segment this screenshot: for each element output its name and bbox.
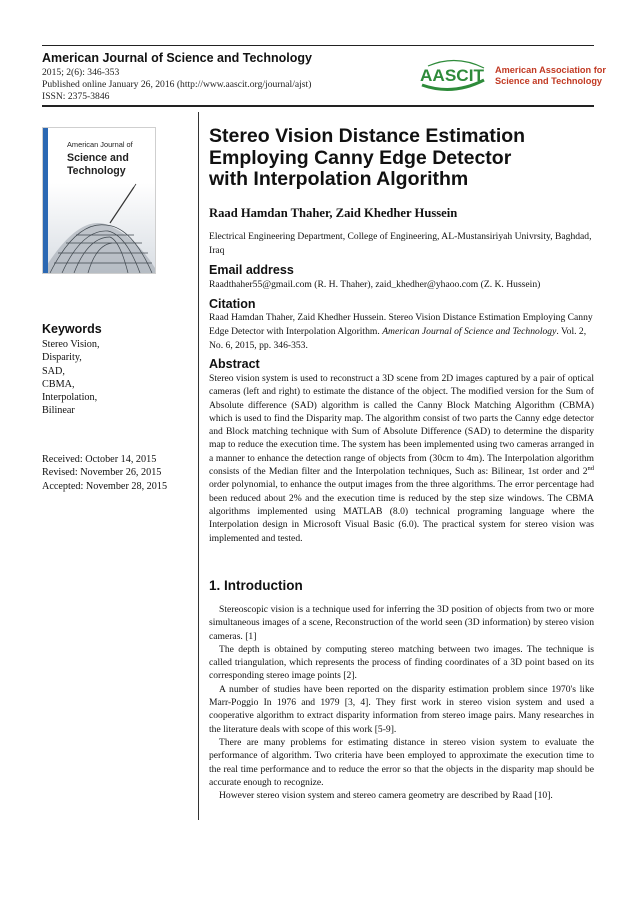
citation-heading: Citation [209, 297, 256, 311]
keyword-item: SAD, [42, 365, 65, 377]
keywords-list [42, 338, 100, 418]
keyword-item: CBMA, [42, 378, 75, 390]
assoc-line-2: Science and Technology [495, 76, 603, 86]
introduction-heading: 1. Introduction [209, 578, 303, 593]
accepted-date: Accepted: November 28, 2015 [42, 480, 168, 492]
intro-paragraph: Stereoscopic vision is a technique used for inferring the 3D position of objects from two or more simultaneous images of a scene, Reconstruction of the world seen (3D information) by stereo vision cameras. [1] [209, 604, 594, 642]
intro-paragraph: A number of studies have been reported on the disparity estimation problem since 1970's like Marr-Poggio In 1976 and 1979 [3, 4]. They first work in stereo vision system and used a cooperative algorithm to extract disparity information from stereo image pairs. Many researches in the literature deals with scope of this work [5-9]. [209, 683, 594, 735]
published-line: Published online January 26, 2016 (http://www.aascit.org/journal/ajst) [42, 79, 312, 90]
aascit-logo [418, 58, 488, 92]
article-title [209, 126, 599, 191]
keyword-item: Disparity, [42, 352, 82, 364]
journal-name: American Journal of Science and Technology [42, 51, 312, 65]
abstract-heading: Abstract [209, 357, 260, 371]
cover-line-1: American Journal of [67, 140, 133, 149]
abstract-part-1: Stereo vision system is used to reconstruct a 3D scene from 2D images captured by a pair of optical cameras (left and right) to estimate the distance of the object. The modified version for the Sum of Absolute difference (SAD) algorithm is called the Canny Block Matching Algorithm (CBMA) which is used to find the Disparity map. The algorithm consist of two parts the Canny edge detector and Block matching technique with Sum of Absolute Difference (SAD) to determine the disparity map to reduce the execution time. The system has been implemented using two cameras arranged in a manner to enhance the detection range of objects from (30cm to 4m). The Interpolation algorithm consists of the Median filter and the Interpolation techniques, Such as: Bilinear, 1st order and 2 [209, 373, 594, 478]
article-dates [42, 453, 167, 493]
title-line-3: with Interpolation Algorithm [209, 168, 469, 190]
issn-line: ISSN: 2375-3846 [42, 91, 110, 102]
intro-paragraph: However stereo vision system and stereo camera geometry are described by Raad [10]. [219, 790, 553, 802]
abstract-text [209, 372, 594, 545]
cover-line-2: Science and [67, 152, 129, 164]
email-addresses: Raadthaher55@gmail.com (R. H. Thaher), zaid_khedher@yhaoo.com (Z. K. Hussein) [209, 279, 541, 290]
volume-line: 2015; 2(6): 346-353 [42, 67, 120, 78]
top-rule [42, 45, 594, 46]
cover-tower-illustration [48, 183, 155, 273]
author-list: Raad Hamdan Thaher, Zaid Khedher Hussein [209, 206, 458, 220]
abstract-superscript: nd [587, 464, 594, 472]
citation-journal: American Journal of Science and Technology [382, 326, 557, 337]
intro-paragraph: The depth is obtained by computing stereo matching between two images. The technique is called triangulation, which represents the process of finding coordinates of a 3D point based on its corresponding stereo image points [2]. [209, 643, 594, 682]
citation-text [209, 311, 594, 353]
assoc-line-1: American Association for [495, 65, 606, 75]
citation-authors-title: Raad Hamdan Thaher, Zaid Khedher Hussein. Stereo Vision Distance Estimation Employing Canny Edge Detector with Interpolation Algorithm. [209, 312, 593, 337]
title-line-1: Stereo Vision Distance Estimation [209, 125, 526, 147]
keyword-item: Stereo Vision, [42, 339, 100, 350]
cover-title [67, 152, 129, 178]
keyword-item: Bilinear [42, 405, 75, 417]
header-rule [42, 105, 594, 107]
journal-cover [42, 127, 156, 274]
revised-date: Revised: November 26, 2015 [42, 467, 162, 479]
citation-volume: . Vol. 2, No. 6, 2015, pp. 346-353. [209, 326, 587, 351]
column-divider [198, 112, 199, 820]
intro-paragraph: There are many problems for estimating distance in stereo vision system to evaluate the performance of algorithm. Two criteria have been employed to approximate the execution time to the real time performance and to reduce the error so that the objects in the disparity map should be accurate enough to recognize. [209, 736, 594, 788]
cover-line-3: Technology [67, 165, 126, 177]
received-date: Received: October 14, 2015 [42, 454, 157, 465]
title-line-2: Employing Canny Edge Detector [209, 146, 512, 169]
abstract-part-2: order polynomial, to enhance the output images from the three algorithms. The error percentage had been reduced about 2% and the execution time is reduced by the step size windows. The CBMA algorithms implemented using MATLAB (8.0) technical programing language where the Interpolation design in Microsoft Visual Basic (6.0). The practical system for stereo vision was implemented and tested. [209, 479, 594, 544]
email-heading: Email address [209, 263, 294, 277]
association-name [495, 65, 606, 87]
keyword-item: Interpolation, [42, 392, 98, 404]
introduction-body [209, 603, 594, 802]
aascit-logo-text: AASCIT [420, 66, 485, 85]
keywords-heading: Keywords [42, 322, 102, 336]
affiliation: Electrical Engineering Department, College of Engineering, AL-Mustansiriyah Univrsity, Baghdad, Iraq [209, 231, 592, 256]
